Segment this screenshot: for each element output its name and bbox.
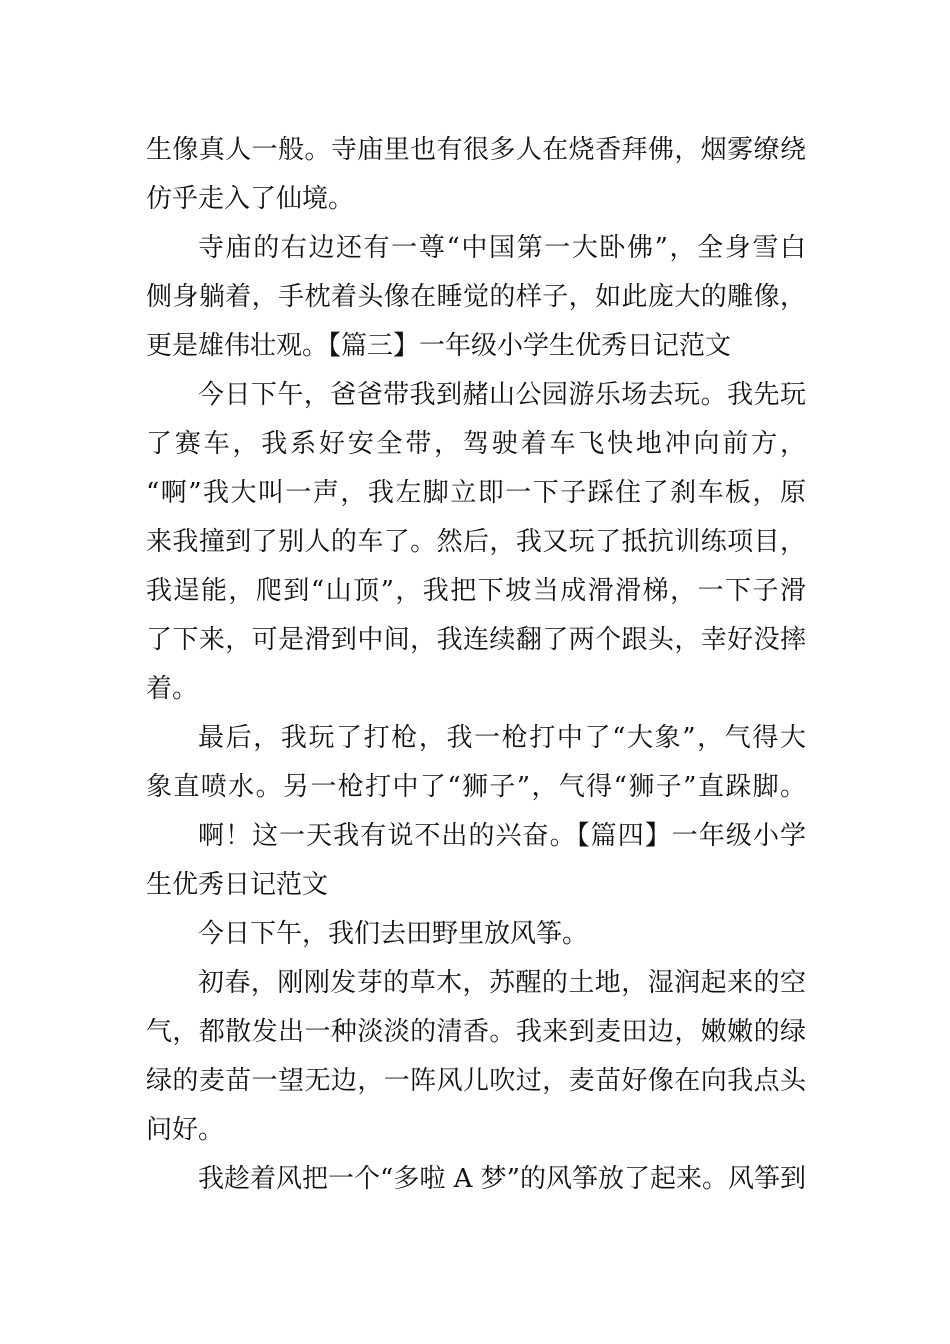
text-line: 寺庙的右边还有一尊“中国第一大卧佛”，全身雪白: [198, 233, 806, 263]
text-line: 最后，我玩了打枪，我一枪打中了“大象”，气得大: [198, 723, 806, 753]
text-line: “啊”我大叫一声，我左脚立即一下子踩住了刹车板，原: [146, 478, 806, 508]
text-line: 我逞能，爬到“山顶”，我把下坡当成滑滑梯，一下子滑: [146, 576, 806, 606]
text-line: 仿乎走入了仙境。: [146, 184, 355, 214]
text-line: 今日下午，我们去田野里放风筝。: [198, 919, 589, 949]
text-line: 着。: [146, 674, 199, 704]
text-line: 绿的麦苗一望无边，一阵风儿吹过，麦苗好像在向我点头: [146, 1066, 806, 1096]
text-line: 侧身躺着，手枕着头像在睡觉的样子，如此庞大的雕像，: [146, 282, 806, 312]
text-line: 象直喷水。另一枪打中了“狮子”，气得“狮子”直跺脚。: [146, 772, 806, 802]
text-line: 我趁着风把一个“多啦 A 梦”的风筝放了起来。风筝到: [198, 1164, 806, 1194]
text-line: 问好。: [146, 1115, 225, 1145]
text-line: 生优秀日记范文: [146, 870, 329, 900]
text-line: 来我撞到了别人的车了。然后，我又玩了抵抗训练项目，: [146, 527, 806, 557]
text-line: 今日下午，爸爸带我到赭山公园游乐场去玩。我先玩: [198, 380, 806, 410]
text-line: 更是雄伟壮观。【篇三】一年级小学生优秀日记范文: [146, 331, 732, 361]
text-line: 了下来，可是滑到中间，我连续翻了两个跟头，幸好没摔: [146, 625, 806, 655]
text-line: 气，都散发出一种淡淡的清香。我来到麦田边，嫩嫩的绿: [146, 1017, 806, 1047]
text-line: 生像真人一般。寺庙里也有很多人在烧香拜佛，烟雾缭绕: [146, 135, 806, 165]
text-line: 了赛车，我系好安全带，驾驶着车飞快地冲向前方，: [146, 429, 806, 459]
text-line: 初春，刚刚发芽的草木，苏醒的土地，湿润起来的空: [198, 968, 806, 998]
text-line: 啊！这一天我有说不出的兴奋。【篇四】一年级小学: [198, 821, 806, 851]
